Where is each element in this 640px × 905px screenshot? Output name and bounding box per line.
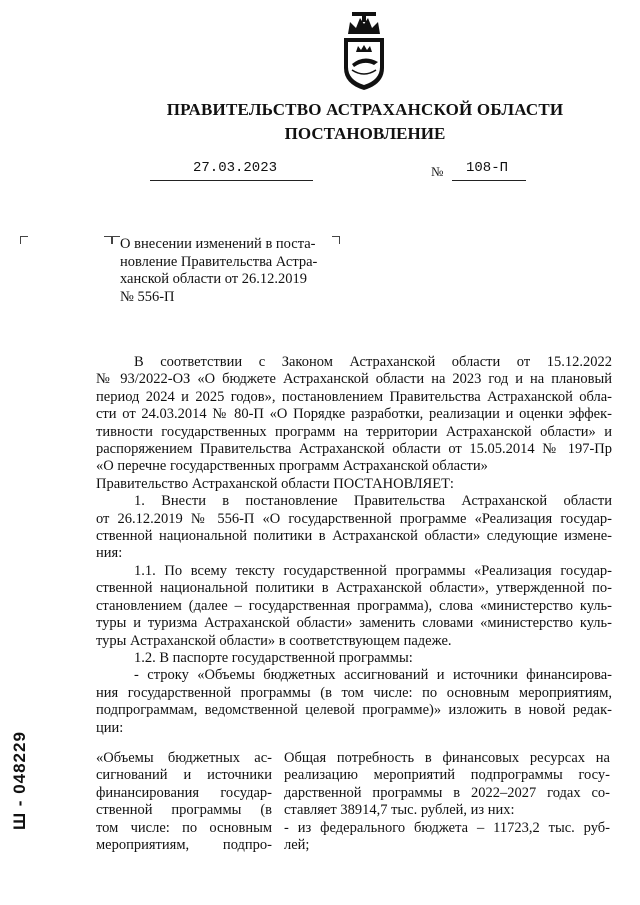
body-line: «О перечне государственных программ Астраханской области» xyxy=(96,458,488,475)
number-underline xyxy=(452,180,526,181)
table-left-cell xyxy=(96,750,272,854)
document-number: 108-П xyxy=(466,160,509,176)
body-line: ственной национальной политики в Астраханской области» следующие измене- xyxy=(96,528,612,545)
table-right-cell xyxy=(284,750,610,854)
body-line: становлением (далее – государственная программа), слова «министерство куль- xyxy=(96,597,612,614)
subject-line: О внесении изменений в поста- xyxy=(120,236,316,252)
table-left-line: финансирования государ- xyxy=(96,784,272,801)
table-right-line: ставляет 38914,7 тыс. рублей, из них: xyxy=(284,802,515,819)
coat-of-arms-emblem xyxy=(338,12,390,92)
body-line: тивности государственных программ на территории Астраханской области» и xyxy=(96,423,612,440)
body-line: период 2024 и 2025 годов», постановлением Правительства Астраханской обла- xyxy=(96,388,612,405)
document-subject xyxy=(120,236,350,306)
body-line: 1.1. По всему тексту государственной программы «Реализация государ- xyxy=(134,562,612,579)
body-line: 1.2. В паспорте государственной программы: xyxy=(134,649,413,666)
corner-mark xyxy=(20,236,28,244)
government-title: ПРАВИТЕЛЬСТВО АСТРАХАНСКОЙ ОБЛАСТИ xyxy=(166,100,564,119)
body-line: 1. Внести в постановление Правительства Астраханской области xyxy=(134,493,612,510)
table-right-line: лей; xyxy=(284,837,310,854)
document-type: ПОСТАНОВЛЕНИЕ xyxy=(284,124,446,143)
table-left-line: ственной программы (в xyxy=(96,802,272,819)
body-line: ственной национальной политики в Астраханской области», утвержденной по- xyxy=(96,580,612,597)
body-line: В соответствии с Законом Астраханской области от 15.12.2022 xyxy=(134,354,612,370)
body-line: от 26.12.2019 № 556-П «О государственной программе «Реализация государ- xyxy=(96,510,612,527)
subject-line: № 556-П xyxy=(120,288,175,305)
subject-line: новление Правительства Астра- xyxy=(120,253,318,270)
body-line: Правительство Астраханской области ПОСТАНОВЛЯЕТ: xyxy=(96,475,454,492)
body-line: туры и туризма Астраханской области» заменить словами «министерство куль- xyxy=(96,615,612,632)
corner-mark xyxy=(104,236,112,244)
corner-mark xyxy=(112,236,120,244)
subject-line: ханской области от 26.12.2019 xyxy=(120,271,307,287)
table-right-line: Общая потребность в финансовых ресурсах на xyxy=(284,750,610,766)
body-line: - строку «Объемы бюджетных ассигнований и источники финансирова- xyxy=(134,667,612,684)
table-left-line: сигнований и источники xyxy=(96,767,272,784)
body-line: распоряжением Правительства Астраханской области от 15.05.2014 № 197-Пр xyxy=(96,441,612,458)
table-right-line: дарственной программы в 2022–2027 годах со- xyxy=(284,784,610,801)
body-line: № 93/2022-ОЗ «О бюджете Астраханской области на 2023 год и на плановый xyxy=(96,371,612,388)
table-right-line: - из федерального бюджета – 11723,2 тыс. руб- xyxy=(284,819,610,836)
body-line: туры Астраханской области» в соответствующем падеже. xyxy=(96,632,452,649)
table-left-line: «Объемы бюджетных ас- xyxy=(96,750,272,766)
number-label: № xyxy=(431,164,444,179)
document-date: 27.03.2023 xyxy=(193,160,278,176)
body-line: сти от 24.03.2014 № 80-П «О Порядке разработки, реализации и оценки эффек- xyxy=(96,406,612,423)
table-right-line: реализацию мероприятий подпрограммы госу- xyxy=(284,767,610,784)
serial-stamp: Ш - 048229 xyxy=(10,731,29,830)
body-line: ния: xyxy=(96,545,123,562)
table-left-line: мероприятиям, подпро- xyxy=(96,837,272,854)
body-line: ния государственной программы (в том числе: по основным мероприятиям, xyxy=(96,684,612,701)
table-left-line: том числе: по основным xyxy=(96,819,272,836)
date-underline xyxy=(150,180,313,181)
body-line: ции: xyxy=(96,719,124,736)
document-body xyxy=(96,354,612,737)
body-line: подпрограммам, ведомственной целевой программе)» изложить в новой редак- xyxy=(96,702,612,719)
